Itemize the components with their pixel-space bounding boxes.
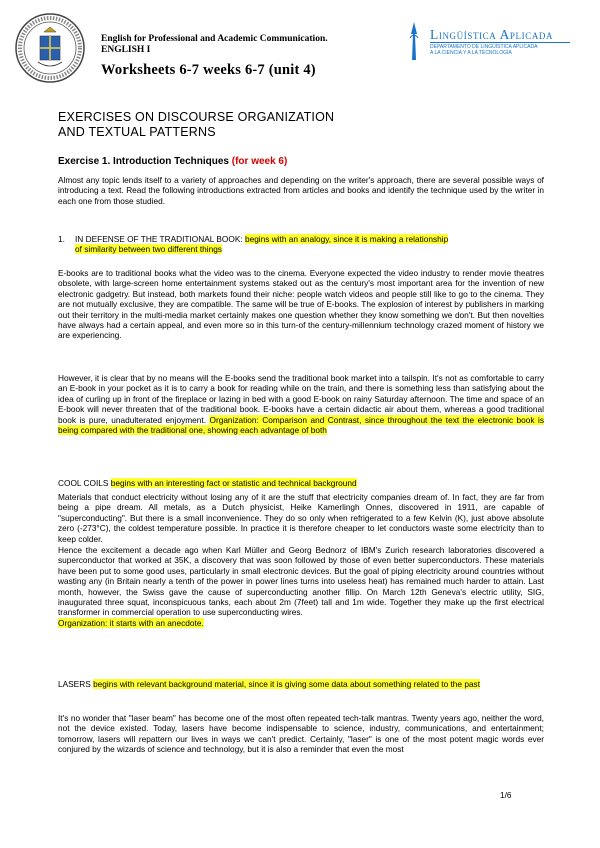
section-lasers-heading bbox=[58, 679, 544, 689]
paragraph-cool-coils-2 bbox=[58, 545, 544, 628]
department-logo-subtitle-1: DEPARTAMENTO DE LINGÜÍSTICA APLICADA bbox=[430, 44, 538, 50]
paragraph-lasers: It's no wonder that "laser beam" has become one of the most often repeated tech-talk mantras. Twenty years ago, neither the word, not the device existed. Today, lasers have become indispensable to science, industry, communications, and entertainment; tomorrow, lasers will repattern our lives in ways we can't predict. Certainly, "laser" is one of the most potent magic words ever conjured by the wizards of science and technology, but it is also a reminder that even the most bbox=[58, 713, 544, 755]
department-logo-text: Lingüística Aplicada bbox=[430, 27, 554, 42]
department-emblem-icon bbox=[407, 22, 421, 62]
paragraph-ebooks-1: E-books are to traditional books what the video was to the cinema. Everyone expected the video industry to render movie theatres obsolete, with large-screen home entertainment systems staked out as the century's most important area for the invention of new electronic gadgetry. But instead, both markets found their niche: people watch videos and people still like to go to the cinema. They are not mutually exclusive, they are compatible. The same will be true of E-books. The explosion of interest by publishers in marking out their territory in the multi-media market certainly makes one question whether they know something we don't. But then novelties have always had a certain appeal, and even more so in this turn-of the century-millennium technology crazed moment of history we are experiencing. bbox=[58, 268, 544, 341]
organization-answer: Organization: Comparison and Contrast, since throughout the text the electronic book is being compared with the traditional one, showing each advantage of both bbox=[58, 414, 544, 436]
department-logo-subtitle-2: A LA CIENCIA Y A LA TECNOLOGÍA bbox=[430, 50, 512, 56]
university-seal-logo bbox=[14, 12, 86, 84]
exercise-instructions: Almost any topic lends itself to a variety of approaches and depending on the writer's approach, there are several possible ways of introducing a text. Read the following introductions extracted from articles and books and identify the technique used by the writer in each one from those studied. bbox=[58, 175, 544, 206]
page-number: 1/6 bbox=[500, 790, 512, 800]
section-title: LASERS bbox=[58, 679, 91, 689]
exercise-title: Exercise 1. Introduction Techniques bbox=[58, 156, 229, 167]
list-item-1 bbox=[58, 234, 544, 255]
course-level: ENGLISH I bbox=[101, 45, 151, 55]
paragraph-text: However, it is clear that by no means will the E-books send the traditional book market into a tailspin. It's not as comfortable to carry an E-book in your pocket as it is to carry a book for reading while on the train, and there is something less than satisfying about the idea of curling up in front of the fireplace or lazing in bed with a good E-book on rainy Saturday afternoon. The time and space of an E-book will never threaten that of the traditional book. E-books have a certain didactic air about them, whereas a good traditional book is pure, unadulterated enjoyment. bbox=[58, 373, 544, 425]
department-logo bbox=[404, 22, 594, 66]
list-item-title: IN DEFENSE OF THE TRADITIONAL BOOK: bbox=[75, 234, 243, 244]
page-title bbox=[58, 110, 334, 140]
logo-divider bbox=[430, 42, 570, 43]
answer-highlight: begins with an analogy, since it is making a relationship bbox=[244, 234, 449, 244]
paragraph-ebooks-2 bbox=[58, 373, 544, 435]
list-item-number: 1. bbox=[58, 234, 65, 244]
answer-highlight-continued: of similarity between two different things bbox=[75, 244, 222, 255]
exercise-week-note: (for week 6) bbox=[231, 156, 288, 167]
paragraph-text: Hence the excitement a decade ago when Karl Müller and Georg Bednorz of IBM's Zurich research laboratories discovered a superconductor that worked at 35K, a discovery that was soon followed by those of even better superconductors. These materials have been put to some good uses, particularly in small electronic devices. But the goal of piping electricity around countries without wasting any (in Britain nearly a tenth of the power in power lines turns into useless heat) has remained much harder to attain. Last month, however, the Swiss gave the cause of superconducting another fillip. On March 12th Geneva's electric utility, SIG, inaugurated three squat, inconspicuous tanks, each about 2m (7feet) tall and 1m wide. Together they make up the first electrical transformer in commercial operation to use superconducting wires. bbox=[58, 545, 544, 618]
answer-highlight: begins with an interesting fact or statistic and technical background bbox=[110, 478, 357, 488]
course-name: English for Professional and Academic Communication. bbox=[101, 34, 328, 44]
section-cool-coils-heading bbox=[58, 478, 544, 488]
section-title: COOL COILS bbox=[58, 478, 109, 488]
paragraph-cool-coils-1: Materials that conduct electricity without losing any of it are the stuff that electricity companies dream of. In fact, they are far from being a pipe dream. All metals, as a Dutch physicist, Heike Kamerlingh Onnes, discovered in 1911, are capable of "superconducting". But there is a small inconvenience. They do so only when refrigerated to a few Kelvin (K), just above absolute zero (-273°C), the coldest temperature possible. In practice it is therefore cheaper to let conductors waste some electricity than to keep colder. bbox=[58, 492, 544, 544]
page-title-line-1: EXERCISES ON DISCOURSE ORGANIZATION bbox=[58, 110, 335, 124]
exercise-heading bbox=[58, 156, 287, 167]
page-title-line-2: AND TEXTUAL PATTERNS bbox=[58, 125, 216, 139]
answer-highlight: begins with relevant background material, since it is giving some data about something related to the past bbox=[93, 679, 481, 689]
document-header bbox=[101, 34, 328, 79]
worksheet-title: Worksheets 6-7 weeks 6-7 (unit 4) bbox=[101, 62, 316, 78]
organization-answer: Organization: it starts with an anecdote. bbox=[58, 617, 204, 628]
